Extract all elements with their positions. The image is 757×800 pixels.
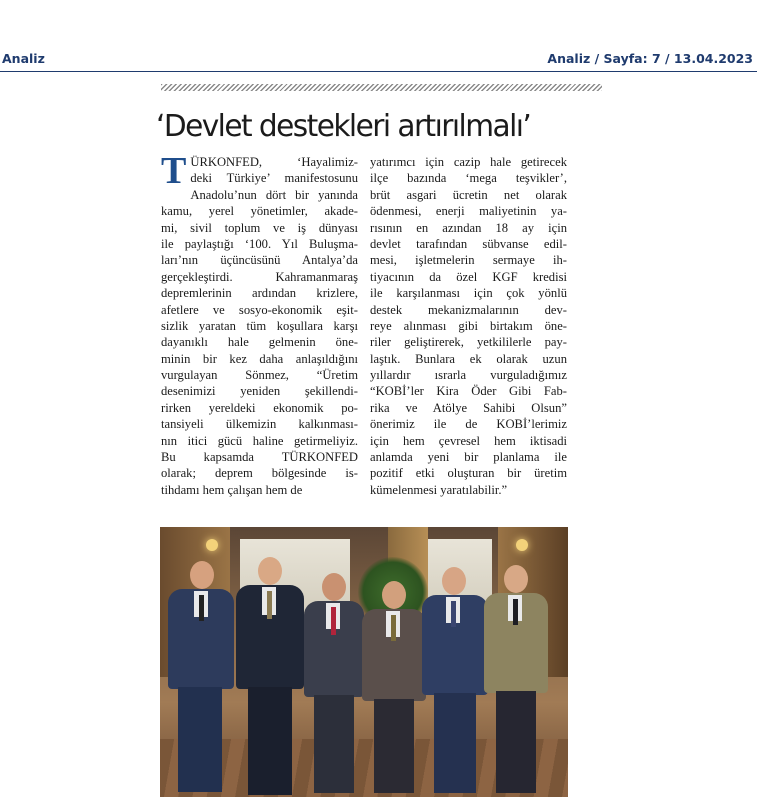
- wall-lamp: [206, 539, 218, 551]
- text-line: yıllardır ısrarla vurguladığımız: [370, 368, 567, 383]
- text-line: ile paylaştığı ‘100. Yıl Buluşma-: [161, 236, 358, 251]
- text-line: mesi, işletmelerin sermaye ih-: [370, 253, 567, 268]
- text-line: “KOBİ’ler Kira Öder Gibi Fab-: [370, 384, 567, 399]
- text-line: riler geliştirerek, yetkililerle pay-: [370, 335, 567, 350]
- text-line: ları’nın üçüncüsünü Antalya’da: [161, 253, 358, 268]
- text-line: ödenmesi, enerji maliyetinin ya-: [370, 204, 567, 219]
- text-line: ile karşılanması için çok yönlü: [370, 286, 567, 301]
- text-line: nın itici gücü haline getirmeliyiz.: [161, 433, 358, 448]
- text-line: laştık. Bunlara ek olarak uzun: [370, 351, 567, 366]
- text-line: kümelenmesi yaratılabilir.”: [370, 482, 508, 497]
- wall-lamp: [516, 539, 528, 551]
- page-header: [0, 0, 757, 72]
- text-line: dayanıklı hale gelmenin öne-: [161, 335, 358, 350]
- decorative-hatch-bar: [161, 84, 602, 91]
- text-line: kamu, yerel yönetimler, akade-: [161, 204, 358, 219]
- text-line: ÜRKONFED, ‘Hayalimiz-: [190, 155, 358, 169]
- text-line: brüt asgari ücretin net olarak: [370, 187, 567, 202]
- drop-cap: T: [161, 150, 187, 192]
- text-line: sizlik yaratan tüm koşullara karşı: [161, 318, 358, 333]
- text-line: depremlerinin ardından krizlere,: [161, 286, 358, 301]
- text-line: tiyacının da özel KGF kredisi: [370, 269, 567, 284]
- text-line: deki Türkiye’ manifestosunu: [190, 171, 358, 186]
- text-line: desenimizi yeniden şekillendi-: [161, 384, 358, 399]
- section-label: Analiz: [2, 51, 45, 66]
- text-line: tihdamı hem çalışan hem de: [161, 482, 303, 497]
- text-line: minin bir kez daha anlaşıldığını: [161, 351, 358, 366]
- text-line: için hem çevresel hem iktisadi: [370, 433, 567, 448]
- person: [484, 565, 546, 795]
- person: [422, 567, 486, 795]
- article-photo: [160, 527, 568, 797]
- page-info: Analiz / Sayfa: 7 / 13.04.2023: [547, 51, 753, 66]
- person: [236, 557, 302, 797]
- text-line: Anadolu’nun dört bir yanında: [190, 187, 358, 202]
- text-line: gerçekleştirdi. Kahramanmaraş: [161, 269, 358, 284]
- text-line: rirken yereldeki ekonomik po-: [161, 400, 358, 415]
- text-line: rika ve Atölye Sahibi Olsun”: [370, 400, 567, 415]
- text-line: anlamda yeni bir planlama ile: [370, 450, 567, 465]
- text-line: reye alınması gibi birtakım öne-: [370, 318, 567, 333]
- text-line: olarak; deprem bölgesinde is-: [161, 466, 358, 481]
- person: [168, 561, 232, 797]
- text-line: afetlere ve sosyo-ekonomik eşit-: [161, 302, 358, 317]
- text-line: devlet tarafından sübvanse edil-: [370, 236, 567, 251]
- article-headline: ‘Devlet destekleri artırılmalı’: [156, 109, 531, 144]
- person: [304, 573, 362, 795]
- article-column-1: [161, 150, 358, 498]
- text-line: tansiyeli ülkemizin kalkınması-: [161, 417, 358, 432]
- text-line: yatırımcı için cazip hale getirecek: [370, 155, 567, 169]
- text-line: önerimiz ile de KOBİ’lerimiz: [370, 417, 567, 432]
- header-divider: [0, 71, 757, 72]
- person: [362, 581, 424, 795]
- text-line: destek mekanizmalarının dev-: [370, 302, 567, 317]
- text-line: Bu kapsamda TÜRKONFED: [161, 450, 358, 465]
- text-line: rısının en azından 18 ay için: [370, 220, 567, 235]
- article-column-2: [370, 154, 567, 498]
- text-line: pozitif etki oluşturan bir üretim: [370, 466, 567, 481]
- text-line: mi, sivil toplum ve iş dünyası: [161, 220, 358, 235]
- text-line: ilçe bazında ‘mega teşvikler’,: [370, 171, 567, 186]
- text-line: vurgulayan Sönmez, “Üretim: [161, 368, 358, 383]
